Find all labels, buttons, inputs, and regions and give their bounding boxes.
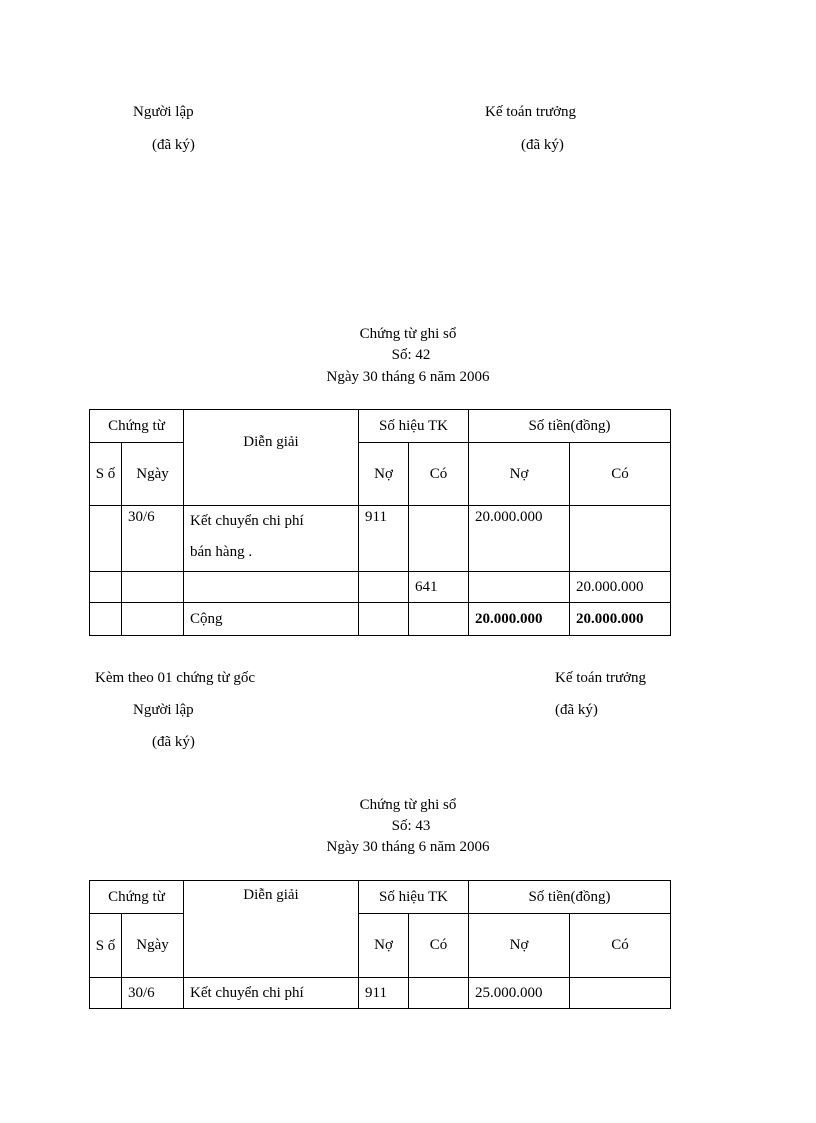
cell-debit-amt: 20.000.000 — [469, 506, 570, 572]
total-debit-amt: 20.000.000 — [469, 603, 570, 636]
chief-accountant-signed: (đã ký) — [555, 702, 598, 718]
cell-credit-acc — [409, 978, 469, 1009]
table-total-row — [90, 603, 671, 636]
table-row — [90, 978, 671, 1009]
header-ngay: Ngày — [122, 914, 184, 978]
header-account: Số hiệu TK — [359, 881, 469, 914]
voucher-42-number: Số: 42 — [391, 347, 431, 363]
cell-so — [90, 978, 122, 1009]
table-header-row — [90, 881, 671, 914]
cell-so — [90, 572, 122, 603]
chief-accountant-signed: (đã ký) — [521, 137, 564, 153]
preparer-signed: (đã ký) — [152, 734, 195, 750]
cell-ngay: 30/6 — [122, 506, 184, 572]
cell-ngay — [122, 572, 184, 603]
description-line-1: Kết chuyển chi phí — [190, 513, 304, 529]
header-voucher: Chứng từ — [90, 410, 184, 443]
header-amount: Số tiền(đồng) — [469, 410, 671, 443]
cell-description: Kết chuyển chi phí — [184, 978, 359, 1009]
header-description: Diễn giải — [184, 410, 359, 506]
header-so: S ố — [90, 443, 122, 506]
header-debit-acc: Nợ — [359, 443, 409, 506]
header-debit-amt: Nợ — [469, 914, 570, 978]
total-credit-amt: 20.000.000 — [570, 603, 671, 636]
cell-credit-amt — [570, 506, 671, 572]
table-row — [90, 506, 671, 572]
header-account: Số hiệu TK — [359, 410, 469, 443]
cell-credit-acc: 641 — [409, 572, 469, 603]
cell-debit-amt — [469, 572, 570, 603]
table-subheader-row — [90, 914, 671, 978]
header-debit-amt: Nợ — [469, 443, 570, 506]
header-credit-acc: Có — [409, 914, 469, 978]
chief-accountant-label: Kế toán trưởng — [555, 670, 647, 686]
table-header-row — [90, 410, 671, 443]
cell-ngay: 30/6 — [122, 978, 184, 1009]
table-row — [90, 572, 671, 603]
voucher-42-table — [89, 409, 671, 636]
description-line-2: bán hàng . — [190, 544, 253, 560]
voucher-43-number: Số: 43 — [391, 818, 431, 834]
voucher-43-table — [89, 880, 671, 1009]
cell-debit-amt: 25.000.000 — [469, 978, 570, 1009]
preparer-label: Người lập — [133, 104, 194, 120]
cell-description — [184, 572, 359, 603]
cell-description — [184, 506, 359, 572]
cell-debit-acc: 911 — [359, 506, 409, 572]
header-credit-acc: Có — [409, 443, 469, 506]
voucher-42-title: Chứng từ ghi sổ — [359, 326, 457, 342]
preparer-label: Người lập — [133, 702, 194, 718]
header-so: S ố — [90, 914, 122, 978]
total-label: Cộng — [184, 603, 359, 636]
header-debit-acc: Nợ — [359, 914, 409, 978]
header-voucher: Chứng từ — [90, 881, 184, 914]
cell-credit-amt: 20.000.000 — [570, 572, 671, 603]
voucher-42-date: Ngày 30 tháng 6 năm 2006 — [326, 369, 490, 385]
cell-credit-amt — [570, 978, 671, 1009]
voucher-43-date: Ngày 30 tháng 6 năm 2006 — [326, 839, 490, 855]
cell-debit-acc: 911 — [359, 978, 409, 1009]
header-description: Diễn giải — [184, 881, 359, 978]
header-amount: Số tiền(đồng) — [469, 881, 671, 914]
header-ngay: Ngày — [122, 443, 184, 506]
voucher-43-title: Chứng từ ghi sổ — [359, 797, 457, 813]
cell-credit-acc — [409, 506, 469, 572]
header-credit-amt: Có — [570, 443, 671, 506]
preparer-signed: (đã ký) — [152, 137, 195, 153]
cell-so — [90, 506, 122, 572]
attached-documents: Kèm theo 01 chứng từ gốc — [95, 670, 255, 686]
cell-debit-acc — [359, 572, 409, 603]
header-credit-amt: Có — [570, 914, 671, 978]
table-subheader-row — [90, 443, 671, 506]
chief-accountant-label: Kế toán trưởng — [485, 104, 577, 120]
